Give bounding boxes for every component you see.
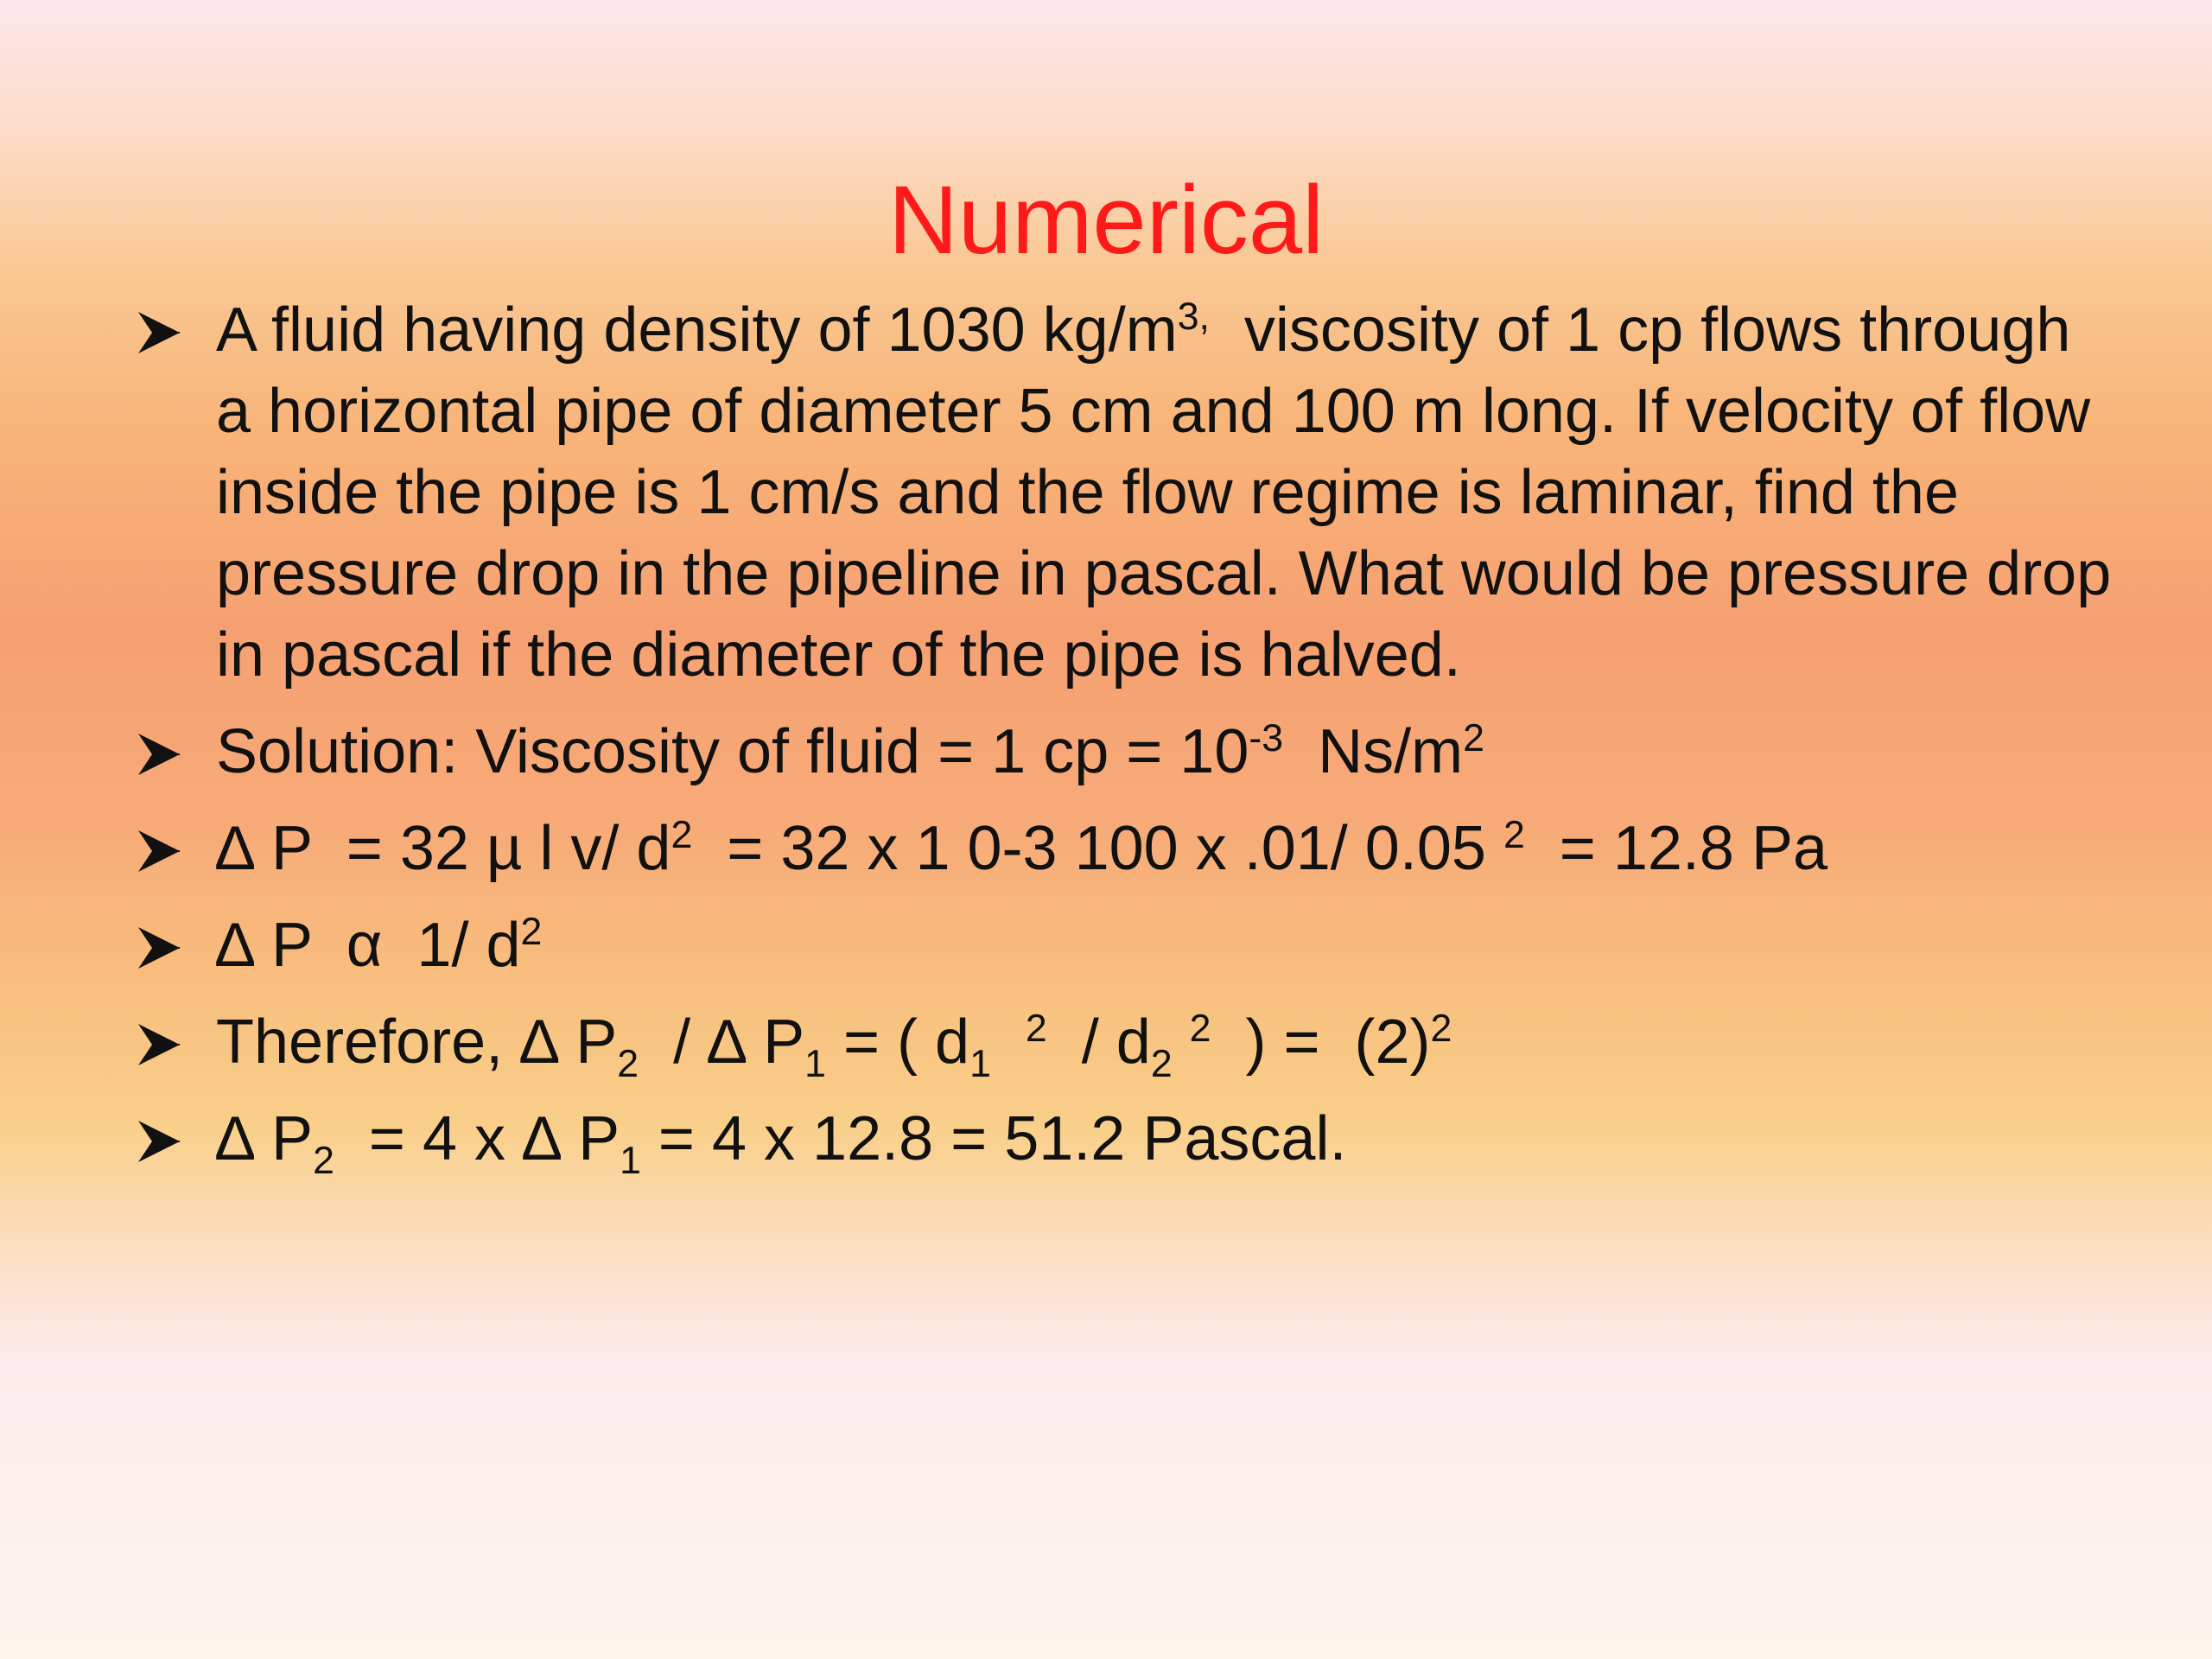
superscript: 2 — [671, 814, 693, 857]
text-run: Therefore, ∆ P — [216, 1007, 618, 1077]
text-run: Ns/m — [1283, 717, 1464, 786]
subscript: 1 — [804, 1042, 826, 1085]
text-run — [991, 1007, 1026, 1077]
subscript: 2 — [617, 1042, 639, 1085]
superscript: 2 — [520, 911, 543, 954]
bullet-list — [130, 289, 2129, 1195]
bullet-item-pressure-drop-equation — [130, 808, 2117, 889]
bullet-text — [216, 717, 1484, 786]
text-run: viscosity of 1 cp flows through a horizontal pipe of diameter 5 cm and 100 m long. If velocity of flow inside the pipe is 1 cm/s and the flow regime is laminar, find the pressure drop in the pipeline in pascal. What would be pressure drop in pascal if the diameter of the pipe is halved. — [216, 296, 2129, 690]
subscript: 2 — [1150, 1042, 1173, 1085]
text-run: / ∆ P — [639, 1007, 805, 1077]
bullet-text — [216, 296, 2128, 690]
subscript: 1 — [620, 1139, 641, 1182]
superscript: 2 — [1503, 814, 1525, 857]
bullet-text — [216, 1007, 1452, 1085]
text-run: = 4 x ∆ P — [334, 1104, 620, 1173]
text-run: Solution: Viscosity of fluid = 1 cp = 10 — [216, 717, 1249, 786]
bullet-item-problem — [130, 289, 2129, 696]
arrowhead-bullet-icon — [135, 711, 183, 792]
bullet-item-ratio — [130, 1001, 2117, 1083]
text-run: ∆ P = 32 µ l v/ d — [216, 814, 671, 883]
superscript: 2 — [1430, 1007, 1452, 1051]
text-run: ) = (2) — [1211, 1007, 1431, 1077]
arrowhead-bullet-icon — [135, 905, 183, 986]
text-run: ∆ P — [216, 1104, 314, 1173]
subscript: 2 — [313, 1139, 334, 1182]
arrowhead-bullet-icon — [135, 289, 183, 371]
bullet-text — [216, 814, 1827, 883]
subscript: 1 — [969, 1042, 991, 1085]
arrowhead-bullet-icon — [135, 1098, 183, 1179]
arrowhead-bullet-icon — [135, 808, 183, 889]
text-run: ∆ P α 1/ d — [216, 911, 521, 980]
text-run: = 12.8 Pa — [1524, 814, 1828, 883]
superscript: -3 — [1249, 717, 1284, 760]
arrowhead-bullet-icon — [135, 1001, 183, 1083]
superscript: 2 — [1025, 1007, 1047, 1051]
text-run: A fluid having density of 1030 kg/m — [216, 296, 1178, 365]
slide-title: Numerical — [887, 166, 1325, 275]
superscript: 2 — [1189, 1007, 1211, 1051]
bullet-item-result — [130, 1098, 2117, 1182]
superscript: 2 — [1463, 717, 1484, 760]
bullet-item-solution — [130, 711, 2117, 792]
text-run — [1173, 1007, 1190, 1077]
text-run: / d — [1046, 1007, 1151, 1077]
text-run: = 4 x 12.8 = 51.2 Pascal. — [640, 1104, 1347, 1173]
bullet-text — [216, 911, 542, 980]
superscript: 3, — [1177, 296, 1210, 339]
bullet-item-proportionality — [130, 905, 2117, 986]
text-run: = ( d — [826, 1007, 970, 1077]
text-run: = 32 x 1 0-3 100 x .01/ 0.05 — [692, 814, 1503, 883]
bullet-text — [216, 1104, 1347, 1182]
